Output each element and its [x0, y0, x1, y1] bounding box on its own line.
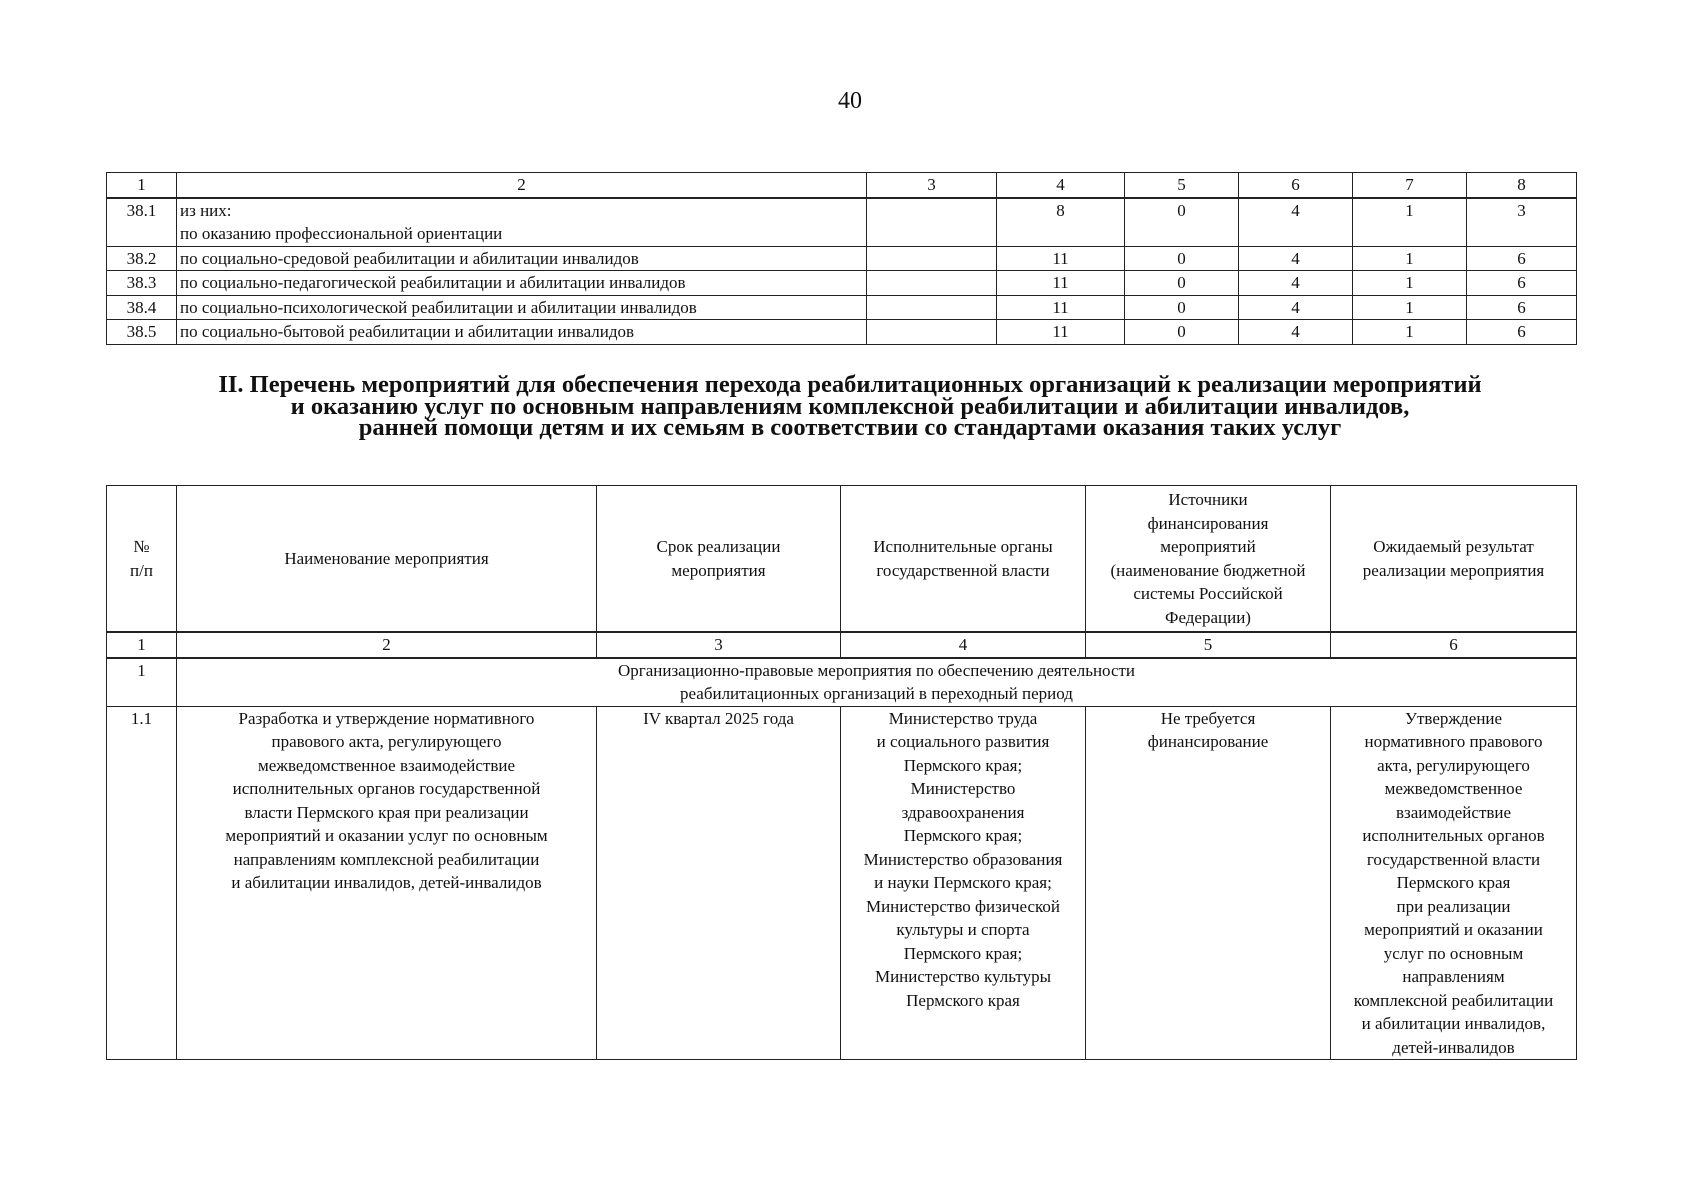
- cell-value: [867, 271, 997, 296]
- item-result: Утверждение нормативного правового акта, регулирующего межведомственное взаимодействие исполнительных органов государственной власти Пермского края при реализации мероприятий и оказании услуг по основным направлениям комплексной реабилитации и абилитации инвалидов, детей-инвалидов: [1331, 706, 1577, 1060]
- item-name: Разработка и утверждение нормативного правового акта, регулирующего межведомственное взаимодействие исполнительных органов государственной власти Пермского края при реализации мероприятий и оказании услуг по основным направлениям комплексной реабилитации и абилитации инвалидов, детей-инвалидов: [177, 706, 597, 1060]
- cell-value: 11: [997, 271, 1125, 296]
- column-header-funding: Источники финансирования мероприятий (наименование бюджетной системы Российской Федерации): [1086, 486, 1331, 633]
- row-number: 38.2: [107, 246, 177, 271]
- row-name: по социально-педагогической реабилитации и абилитации инвалидов: [177, 271, 867, 296]
- group-title: Организационно-правовые мероприятия по обеспечению деятельности реабилитационных организаций в переходный период: [177, 658, 1577, 707]
- table-header-row: [107, 173, 1577, 198]
- column-header-term: Срок реализации мероприятия: [597, 486, 841, 633]
- row-number: 38.1: [107, 198, 177, 247]
- cell-value: [867, 198, 997, 247]
- cell-value: 4: [1239, 295, 1353, 320]
- column-number: 7: [1353, 173, 1467, 198]
- item-term: IV квартал 2025 года: [597, 706, 841, 1060]
- cell-value: 8: [997, 198, 1125, 247]
- cell-value: 1: [1353, 246, 1467, 271]
- item-funding: Не требуется финансирование: [1086, 706, 1331, 1060]
- column-number: 1: [107, 173, 177, 198]
- cell-value: 11: [997, 320, 1125, 345]
- cell-value: 0: [1125, 246, 1239, 271]
- column-number: 8: [1467, 173, 1577, 198]
- cell-value: [867, 320, 997, 345]
- item-number: 1.1: [107, 706, 177, 1060]
- cell-value: 6: [1467, 246, 1577, 271]
- row-number: 38.3: [107, 271, 177, 296]
- column-header-result: Ожидаемый результат реализации мероприятия: [1331, 486, 1577, 633]
- column-number: 2: [177, 632, 597, 658]
- column-number: 6: [1239, 173, 1353, 198]
- item-executors: Министерство труда и социального развития Пермского края; Министерство здравоохранения Пермского края; Министерство образования и науки Пермского края; Министерство физической культуры и спорта Пермского края; Министерство культуры Пермского края: [841, 706, 1086, 1060]
- section-heading: II. Перечень мероприятий для обеспечения перехода реабилитационных организаций к реализации мероприятий и оказанию услуг по основным направлениям комплексной реабилитации и абилитации инвалидов, ранней помощи детям и их семьям в соответствии со стандартами оказания таких услуг: [218, 371, 1482, 441]
- cell-value: 0: [1125, 320, 1239, 345]
- cell-value: 1: [1353, 271, 1467, 296]
- cell-value: 4: [1239, 246, 1353, 271]
- table-row: [107, 198, 1577, 247]
- table-row: [107, 271, 1577, 296]
- column-numbers-row: [107, 632, 1577, 658]
- cell-value: 1: [1353, 295, 1467, 320]
- group-number: 1: [107, 658, 177, 707]
- cell-value: 4: [1239, 198, 1353, 247]
- cell-value: 4: [1239, 271, 1353, 296]
- cell-value: 0: [1125, 198, 1239, 247]
- measures-table: [106, 485, 1577, 1060]
- cell-value: 11: [997, 246, 1125, 271]
- column-number: 3: [867, 173, 997, 198]
- table-header-row: [107, 486, 1577, 633]
- cell-value: 3: [1467, 198, 1577, 247]
- table-row: [107, 320, 1577, 345]
- cell-value: 1: [1353, 198, 1467, 247]
- row-number: 38.5: [107, 320, 177, 345]
- table-row: [107, 706, 1577, 1060]
- cell-value: 6: [1467, 320, 1577, 345]
- row-name: из них: по оказанию профессиональной ориентации: [177, 198, 867, 247]
- cell-value: [867, 295, 997, 320]
- cell-value: 0: [1125, 271, 1239, 296]
- column-number: 2: [177, 173, 867, 198]
- cell-value: 1: [1353, 320, 1467, 345]
- column-number: 4: [997, 173, 1125, 198]
- row-number: 38.4: [107, 295, 177, 320]
- column-header-name: Наименование мероприятия: [177, 486, 597, 633]
- table-row: [107, 246, 1577, 271]
- column-header-executors: Исполнительные органы государственной власти: [841, 486, 1086, 633]
- row-name: по социально-бытовой реабилитации и абилитации инвалидов: [177, 320, 867, 345]
- column-header-number: № п/п: [107, 486, 177, 633]
- table-row: [107, 295, 1577, 320]
- cell-value: 6: [1467, 271, 1577, 296]
- column-number: 1: [107, 632, 177, 658]
- cell-value: 6: [1467, 295, 1577, 320]
- column-number: 6: [1331, 632, 1577, 658]
- column-number: 5: [1125, 173, 1239, 198]
- row-name: по социально-средовой реабилитации и абилитации инвалидов: [177, 246, 867, 271]
- row-name: по социально-психологической реабилитации и абилитации инвалидов: [177, 295, 867, 320]
- cell-value: [867, 246, 997, 271]
- column-number: 3: [597, 632, 841, 658]
- column-number: 5: [1086, 632, 1331, 658]
- statistics-table: [106, 172, 1577, 345]
- cell-value: 11: [997, 295, 1125, 320]
- cell-value: 4: [1239, 320, 1353, 345]
- column-number: 4: [841, 632, 1086, 658]
- group-row: [107, 658, 1577, 707]
- cell-value: 0: [1125, 295, 1239, 320]
- page-number: 40: [838, 88, 862, 114]
